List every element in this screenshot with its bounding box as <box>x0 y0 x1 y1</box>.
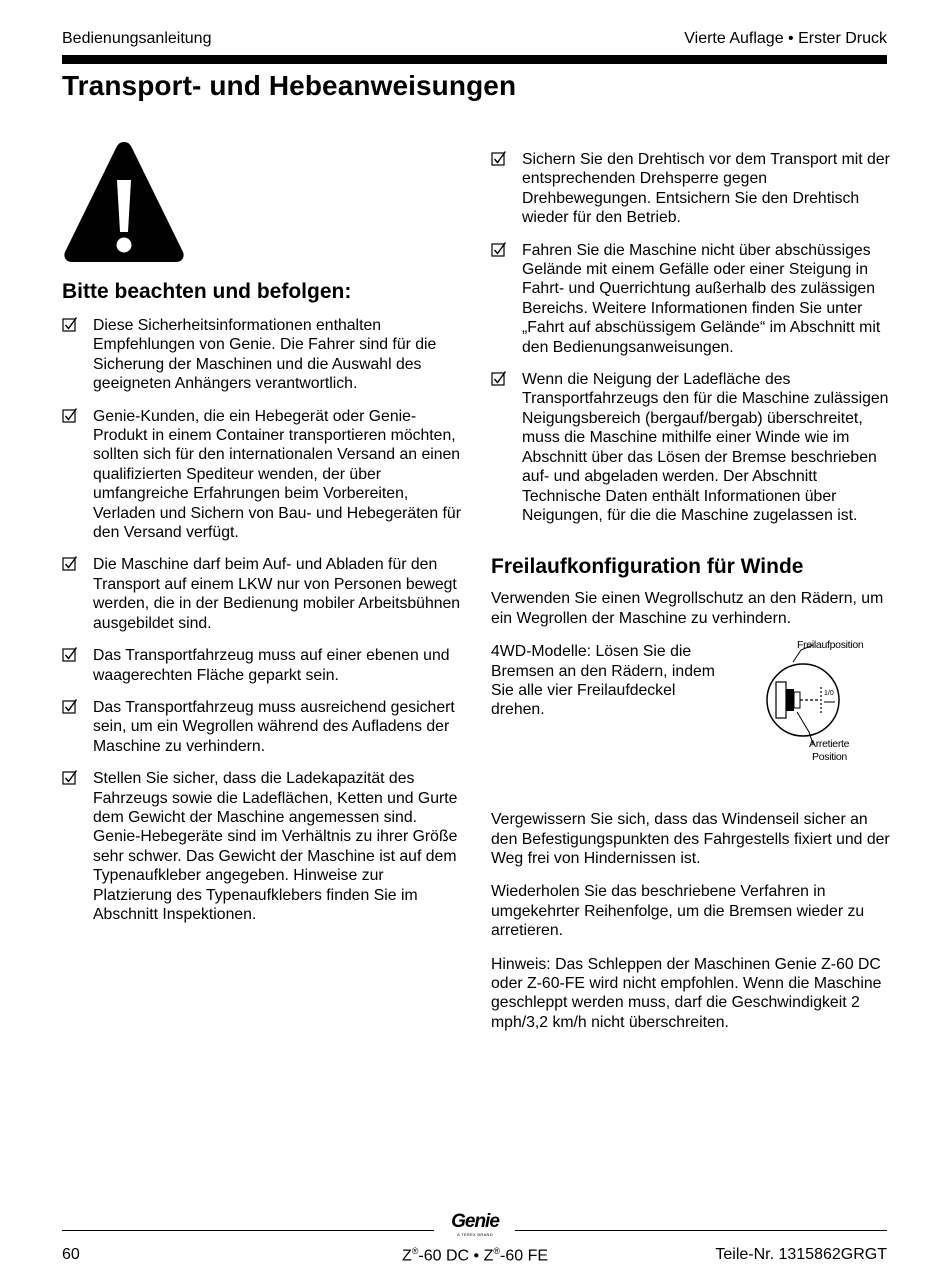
svg-text:1/0: 1/0 <box>824 690 834 698</box>
wd-instruction-row <box>491 639 891 772</box>
header-edition: Vierte Auflage • Erster Druck <box>684 30 887 47</box>
label-locked-1: Arretierte <box>809 738 850 751</box>
header-manual-title: Bedienungsanleitung <box>62 30 212 47</box>
model-designation: Z®-60 DC • Z®-60 FE <box>401 1246 549 1265</box>
list-item: Wenn die Neigung der Ladefläche des Transportfahrzeugs den für die Maschine zulässigen Neigungsbereich (bergauf/bergab) überschreitet, muss die Maschine mithilfe einer Winde wie im Abschnitt über das Lösen der Bremse beschrieben auf- und abgeladen werden. Der Abschnitt Technische Daten enthält Informationen über Neigungen, für die die Maschine zugelassen ist. <box>491 370 891 525</box>
page-title: Transport- und Hebeanweisungen <box>62 70 517 101</box>
page-number: 60 <box>62 1246 80 1263</box>
left-column <box>62 280 462 937</box>
label-locked-2: Position <box>812 751 847 764</box>
hub-diagram <box>731 642 891 772</box>
right-column <box>491 150 891 1046</box>
checkbox-icon <box>62 316 93 394</box>
paragraph: Vergewissern Sie sich, dass das Windenseil sicher an den Befestigungspunkten des Fahrgestells fixiert und der Weg frei von Hindernissen ist. <box>491 811 890 867</box>
footer-rule-left <box>62 1230 434 1231</box>
list-item: Diese Sicherheitsinformationen enthalten Empfehlungen von Genie. Die Fahrer sind für die Sicherung der Maschinen und die Auswahl des geeigneten Anhängers verantwortlich. <box>62 316 462 394</box>
list-item: Sichern Sie den Drehtisch vor dem Transport mit der entsprechenden Drehsperre gegen Drehbewegungen. Entsichern Sie den Drehtisch wieder für den Betrieb. <box>491 150 891 228</box>
paragraph: Hinweis: Das Schleppen der Maschinen Genie Z-60 DC oder Z-60-FE wird nicht empfohlen. Wenn die Maschine geschleppt werden muss, darf die Geschwindigkeit 2 mph/3,2 km/h nicht überschreiten. <box>491 955 882 1031</box>
intro-paragraph: Verwenden Sie einen Wegrollschutz an den Rädern, um ein Wegrollen der Maschine zu verhindern. <box>491 590 884 627</box>
checkbox-icon <box>62 769 93 924</box>
list-item: Die Maschine darf beim Auf- und Abladen für den Transport auf einem LKW nur von Personen bewegt werden, die in der Bedienung mobiler Arbeitsbühnen ausgebildet sind. <box>62 555 462 633</box>
checkbox-icon <box>62 555 93 633</box>
list-item: Das Transportfahrzeug muss ausreichend gesichert sein, um ein Wegrollen während des Aufladens der Maschine zu verhindern. <box>62 698 462 756</box>
footer-rule-right <box>515 1230 887 1231</box>
logo-subline: A TEREX BRAND <box>457 1232 493 1237</box>
checkbox-icon <box>491 150 522 228</box>
section-heading: Freilaufkonfiguration für Winde <box>491 555 804 579</box>
list-item: Fahren Sie die Maschine nicht über abschüssiges Gelände mit einem Gefälle oder einer Steigung in Fahrt- und Querrichtung außerhalb des zulässigen Bereichs. Weitere Informationen finden Sie unter „Fahrt auf abschüssigem Gelände“ im Abschnitt mit den Bedienungsanweisungen. <box>491 241 891 357</box>
checkbox-icon <box>491 370 522 525</box>
logo-wordmark: Genie <box>451 1211 499 1232</box>
safety-heading: Bitte beachten und befolgen: <box>62 280 352 303</box>
free-wheel-diagram <box>731 639 891 772</box>
list-item: Genie-Kunden, die ein Hebegerät oder Genie-Produkt in einem Container transportieren möchten, sollten sich für den internationalen Versand an einen qualifizierten Spediteur wenden, der über umfangreiche Erfahrungen beim Vorbereiten, Verladen und Sichern von Bau- und Hebegeräten für den Versand verfügt. <box>62 407 462 543</box>
paragraph: Wiederholen Sie das beschriebene Verfahren in umgekehrter Reihenfolge, um die Bremsen wieder zu arretieren. <box>491 883 865 940</box>
label-freewheel-position: Freilaufposition <box>797 639 864 652</box>
part-number: Teile-Nr. 1315862GRGT <box>715 1246 887 1263</box>
checkbox-icon <box>62 646 93 685</box>
genie-logo <box>441 1212 509 1242</box>
warning-icon <box>62 140 186 264</box>
checkbox-icon <box>491 241 522 357</box>
list-item: Das Transportfahrzeug muss auf einer ebenen und waagerechten Fläche geparkt sein. <box>62 646 462 685</box>
list-item: Stellen Sie sicher, dass die Ladekapazität des Fahrzeugs sowie die Ladeflächen, Ketten und Gurte dem Gewicht der Maschine angemessen sind. Genie-Hebegeräte sind im Verhältnis zu ihrer Größe sehr schwer. Das Gewicht der Maschine ist auf dem Typenaufkleber angegeben. Hinweise zur Platzierung des Typenaufklebers finden Sie im Abschnitt Inspektionen. <box>62 769 462 924</box>
checkbox-icon <box>62 407 93 543</box>
header-rule <box>62 55 887 64</box>
checkbox-icon <box>62 698 93 756</box>
wd-paragraph: 4WD-Modelle: Lösen Sie die Bremsen an den Rädern, indem Sie alle vier Freilaufdeckel drehen. <box>491 643 715 719</box>
